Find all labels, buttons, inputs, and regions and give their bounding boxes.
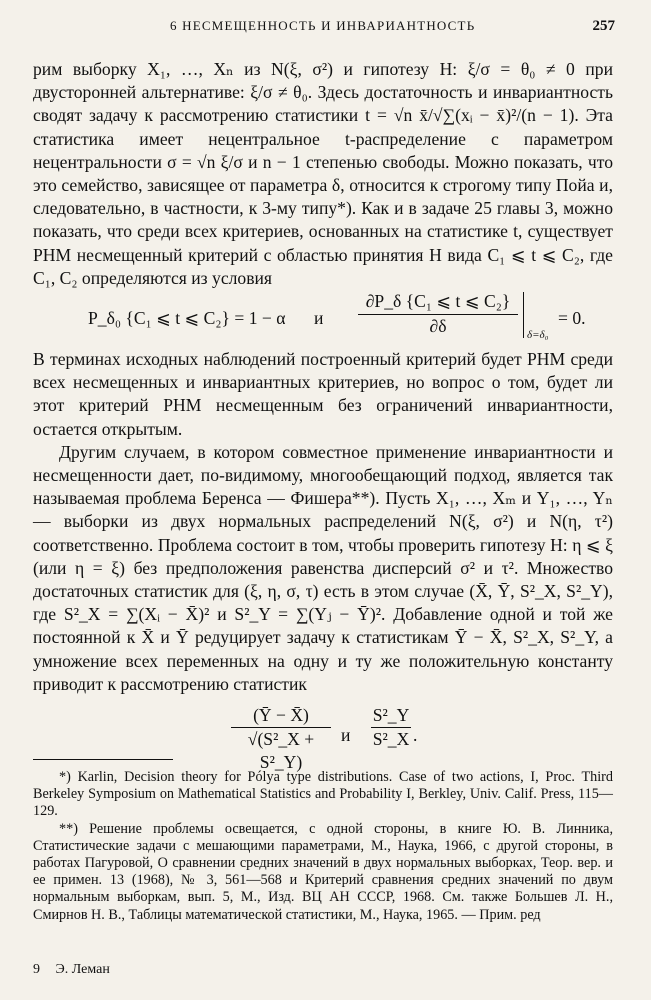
formula-rhs: = 0.: [558, 308, 586, 329]
variance-ratio-denominator: S²_X: [372, 729, 410, 750]
formula-acceptance-conditions: [33, 290, 613, 348]
page-number: 257: [592, 18, 615, 34]
formula-derivative-fraction: [358, 290, 518, 338]
formula-connector: и: [314, 308, 324, 329]
author-signature: Э. Леман: [55, 962, 110, 977]
running-title: 6 НЕСМЕЩЕННОСТЬ И ИНВАРИАНТНОСТЬ: [170, 18, 476, 33]
formula-t-ratio: [231, 704, 331, 775]
paragraph-1: рим выборку X₁, …, Xₙ из N(ξ, σ²) и гипотезу H: ξ/σ = θ₀ ≠ 0 при двусторонней альтернативе: ξ/σ ≠ θ₀. Здесь достаточность и инвариантность сводят задачу к рассмотрению статистики t = √n x̄/√∑(xᵢ − x̄)²/(n − 1). Эта статистика имеет нецентральное t-распределение с параметром нецентральности σ = √n ξ/σ и n − 1 степенью свободы. Можно показать, что это семейство, зависящее от параметра δ, относится к строгому типу Пойа и, следовательно, в частности, к 3-му типу*). Как и в задаче 25 главы 3, можно показать, что среди всех критериев, основанных на статистике t, существует РНМ несмещенный критерий с областью принятия H вида C₁ ⩽ t ⩽ C₂, где C₁, C₂ определяются из условия: [33, 59, 613, 288]
formula-statistics: [33, 704, 613, 776]
paragraph-2: В терминах исходных наблюдений построенный критерий будет РНМ среди всех несмещенных и инвариантных критериев, но вопрос о том, будет ли этот критерий РНМ несмещенным без ограничений инвариантности, остается открытым.: [33, 349, 613, 439]
main-text: [33, 58, 613, 776]
paragraph-3: Другим случаем, в котором совместное применение инвариантности и несмещенности дает, по-видимому, многообещающий подход, является так называемая проблема Беренса — Фишера**). Пусть X₁, …, Xₘ и Y₁, …, Yₙ — выборки из двух нормальных распределений N(ξ, σ²) и N(η, τ²) соответственно. Проблема состоит в том, чтобы проверить гипотезу H: η ⩽ ξ (или η = ξ) без предположения равенства дисперсий σ² и τ². Множество достаточных статистик для (ξ, η, σ, τ) есть в этом случае (X̄, Ȳ, S²_X, S²_Y), где S²_X = ∑(Xᵢ − X̄)² и S²_Y = ∑(Yⱼ − Ȳ)². Добавление одной и той же постоянной к X̄ и Ȳ редуцирует задачу к статистикам Ȳ − X̄, S²_X, S²_Y, а умножение всех переменных на одну и ту же положительную константу приводит к рассмотрению статистик: [33, 441, 613, 694]
formula2-end: .: [413, 725, 418, 746]
formula-probability-condition: P_δ₀ {C₁ ⩽ t ⩽ C₂} = 1 − α: [88, 308, 286, 329]
t-ratio-numerator: (Ȳ − X̄): [231, 704, 331, 728]
formula2-connector: и: [341, 725, 351, 746]
t-ratio-denominator: √(S²_X + S²_Y): [247, 729, 315, 773]
footnote-2: **) Решение проблемы освещается, с одной стороны, в книге Ю. В. Линника, Статистические задачи с мешающими параметрами, М., Наука, 1966, с другой стороны, в работах Пагуровой, О сравнении средних значений в двух нормальных выборках, Теор. вер. и ее примен. 13 (1968), № 3, 561—568 и Критерий сравнения средних значений по двум нормальным выборкам, вып. 5, М., Изд. ВЦ АН СССР, 1968. См. также Большев Л. Н., Смирнов Н. В., Таблицы математической статистики, М., Наука, 1965. — Прим. ред: [33, 820, 613, 923]
derivative-numerator: ∂P_δ {C₁ ⩽ t ⩽ C₂}: [358, 290, 518, 315]
page-footer: [33, 962, 333, 978]
derivative-denominator: ∂δ: [429, 316, 447, 337]
footnotes: [33, 769, 613, 924]
formula-variance-ratio: [371, 704, 411, 751]
evaluation-point: δ=δ₀: [527, 329, 549, 342]
variance-ratio-numerator: S²_Y: [371, 704, 411, 728]
footnote-divider: [33, 759, 173, 760]
signature-mark: 9: [33, 962, 40, 977]
footnote-1: *) Karlin, Decision theory for Pólya type distributions. Case of two actions, I, Proc. Third Berkeley Symposium on Mathematical Statistics and Probability I, Berkley, Univ. Calif. Press, 115—129.: [33, 769, 613, 820]
evaluation-bar: [523, 292, 524, 338]
running-header: [170, 18, 615, 40]
